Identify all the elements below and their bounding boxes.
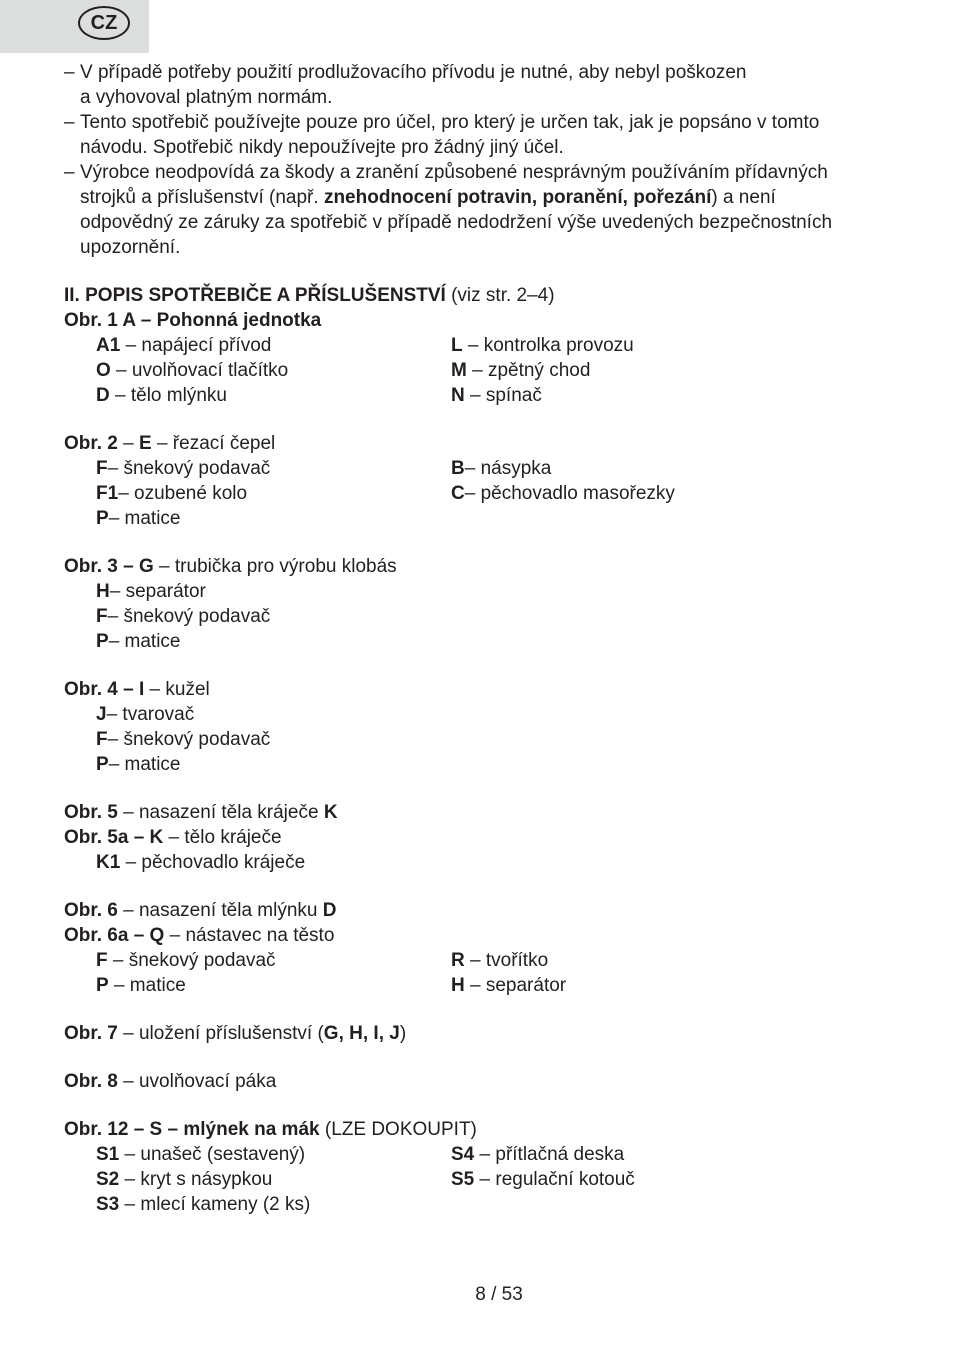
bold-text: F: [96, 458, 108, 479]
bold-text: E: [138, 433, 152, 454]
language-badge: CZ: [78, 6, 130, 40]
part-item: [451, 948, 548, 973]
bold-text: P: [96, 508, 109, 529]
text: – regulační kotouč: [474, 1169, 635, 1190]
text: – separátor: [109, 581, 206, 602]
part-item: [451, 383, 542, 408]
figure-heading: [64, 677, 904, 702]
text: upozornění.: [80, 237, 181, 258]
figure-group: [64, 308, 904, 408]
part-item: [451, 973, 566, 998]
bold-text: K1: [96, 852, 121, 873]
part-row: [64, 481, 904, 506]
bold-text: Obr. 6: [64, 900, 118, 921]
bullet-dash: –: [64, 112, 75, 133]
bullet-line: [80, 210, 904, 235]
text: – šnekový podavač: [107, 950, 276, 971]
bold-text: Obr. 5a – K: [64, 827, 164, 848]
bullet-item: [64, 110, 904, 160]
part-item: [451, 1167, 635, 1192]
text: – tvarovač: [106, 704, 195, 725]
text: strojků a příslušenství (např.: [80, 187, 324, 208]
part-item: [96, 579, 451, 604]
part-row: [64, 850, 904, 875]
part-item: [96, 604, 451, 629]
bold-text: D: [322, 900, 337, 921]
bold-text: J: [96, 704, 107, 725]
part-item: [96, 702, 451, 727]
section-title: [64, 283, 904, 308]
part-item: [96, 1192, 451, 1217]
figure-heading: [64, 1069, 904, 1094]
part-row: [64, 752, 904, 777]
bold-text: R: [451, 950, 465, 971]
bold-text: P: [96, 754, 109, 775]
figure-group: [64, 1069, 904, 1094]
part-item: [96, 727, 451, 752]
bold-text: Obr. 5: [64, 802, 118, 823]
part-item: [451, 481, 675, 506]
part-item: [451, 333, 634, 358]
text: – matice: [108, 975, 186, 996]
text: – spínač: [464, 385, 542, 406]
bold-text: D: [96, 385, 110, 406]
text: – mlecí kameny (2 ks): [119, 1194, 311, 1215]
bold-text: H: [96, 581, 110, 602]
parts-list: [64, 308, 904, 1217]
text: – kryt s násypkou: [119, 1169, 273, 1190]
part-row: [64, 358, 904, 383]
part-row: [64, 702, 904, 727]
text: – nasazení těla kráječe: [117, 802, 324, 823]
safety-bullets: [64, 60, 904, 260]
part-item: [96, 333, 451, 358]
part-item: [451, 1142, 624, 1167]
text: – násypka: [464, 458, 552, 479]
figure-heading: [64, 431, 904, 456]
text: (viz str. 2–4): [445, 285, 555, 306]
bullet-dash: –: [64, 162, 75, 183]
page-content: [64, 60, 904, 1217]
part-item: [451, 456, 551, 481]
text: – pěchovadlo kráječe: [120, 852, 306, 873]
part-row: [64, 383, 904, 408]
bullet-line: [80, 185, 904, 210]
part-row: [64, 604, 904, 629]
figure-heading: [64, 554, 904, 579]
figure-heading: [64, 308, 904, 333]
text: ) a není: [711, 187, 776, 208]
figure-heading: [64, 898, 904, 923]
spacer: [64, 777, 904, 800]
text: ): [399, 1023, 407, 1044]
bold-text: F1: [96, 483, 119, 504]
text: – matice: [108, 508, 181, 529]
part-item: [96, 752, 451, 777]
part-item: [96, 358, 451, 383]
spacer: [64, 998, 904, 1021]
part-item: [96, 850, 451, 875]
part-row: [64, 973, 904, 998]
part-row: [64, 579, 904, 604]
text: Výrobce neodpovídá za škody a zranění způsobené nesprávným používáním přídavných: [80, 162, 828, 183]
figure-heading: [64, 1117, 904, 1142]
text: – uvolňovací tlačítko: [110, 360, 289, 381]
spacer: [64, 1046, 904, 1069]
part-row: [64, 456, 904, 481]
bold-text: A1: [96, 335, 121, 356]
part-item: [96, 973, 451, 998]
bullet-line: [80, 235, 904, 260]
bold-text: B: [451, 458, 465, 479]
part-item: [96, 456, 451, 481]
bold-text: M: [451, 360, 467, 381]
part-row: [64, 727, 904, 752]
part-row: [64, 506, 904, 531]
bold-text: G, H, I, J: [323, 1023, 400, 1044]
part-row: [64, 1142, 904, 1167]
text: – uvolňovací páka: [117, 1071, 277, 1092]
bold-text: Obr. 12 – S – mlýnek na mák: [64, 1119, 320, 1140]
spacer: [64, 260, 904, 283]
part-item: [96, 629, 451, 654]
text: – nasazení těla mlýnku: [117, 900, 323, 921]
part-item: [451, 358, 590, 383]
text: – tělo kráječe: [163, 827, 282, 848]
figure-group: [64, 800, 904, 875]
bold-text: Obr. 7: [64, 1023, 118, 1044]
part-row: [64, 333, 904, 358]
text: – šnekový podavač: [107, 458, 271, 479]
text: – tvořítko: [464, 950, 549, 971]
bold-text: F: [96, 606, 108, 627]
bold-text: Obr. 6a – Q: [64, 925, 165, 946]
text: – napájecí přívod: [120, 335, 272, 356]
part-row: [64, 629, 904, 654]
part-item: [96, 948, 451, 973]
text: (LZE DOKOUPIT): [319, 1119, 477, 1140]
text: – řezací čepel: [151, 433, 276, 454]
text: a vyhovoval platným normám.: [80, 87, 333, 108]
bold-text: N: [451, 385, 465, 406]
bullet-line: [80, 60, 904, 85]
figure-group: [64, 1117, 904, 1217]
bullet-line: [80, 85, 904, 110]
text: – uložení příslušenství (: [117, 1023, 324, 1044]
bullet-line: [80, 135, 904, 160]
bold-text: F: [96, 729, 108, 750]
bullet-line: [80, 160, 904, 185]
part-row: [64, 948, 904, 973]
text: – zpětný chod: [466, 360, 591, 381]
bold-text: S5: [451, 1169, 475, 1190]
text: odpovědný ze záruky za spotřebič v případě nedodržení výše uvedených bezpečnostních: [80, 212, 833, 233]
figure-group: [64, 554, 904, 654]
bold-text: Obr. 3 – G: [64, 556, 154, 577]
bold-text: L: [451, 335, 463, 356]
text: – šnekový podavač: [107, 729, 271, 750]
text: – přítlačná deska: [474, 1144, 625, 1165]
text: – matice: [108, 754, 181, 775]
bold-text: H: [451, 975, 465, 996]
bold-text: Obr. 4 – I: [64, 679, 145, 700]
figure-heading: [64, 825, 904, 850]
bold-text: znehodnocení potravin, poranění, pořezání: [323, 187, 712, 208]
text: – tělo mlýnku: [109, 385, 227, 406]
spacer: [64, 1094, 904, 1117]
bold-text: P: [96, 975, 109, 996]
figure-group: [64, 677, 904, 777]
bold-text: II. POPIS SPOTŘEBIČE A PŘÍSLUŠENSTVÍ: [64, 285, 446, 306]
text: návodu. Spotřebič nikdy nepoužívejte pro žádný jiný účel.: [80, 137, 564, 158]
part-row: [64, 1192, 904, 1217]
text: – šnekový podavač: [107, 606, 271, 627]
bold-text: O: [96, 360, 111, 381]
bullet-dash: –: [64, 62, 75, 83]
part-item: [96, 1142, 451, 1167]
text: – unašeč (sestavený): [119, 1144, 306, 1165]
part-item: [96, 481, 451, 506]
text: – kužel: [144, 679, 210, 700]
part-item: [96, 506, 451, 531]
text: – nástavec na těsto: [164, 925, 335, 946]
bold-text: S1: [96, 1144, 120, 1165]
text: –: [117, 433, 139, 454]
spacer: [64, 654, 904, 677]
part-item: [96, 383, 451, 408]
text: – trubička pro výrobu klobás: [153, 556, 397, 577]
spacer: [64, 531, 904, 554]
bullet-line: [80, 110, 904, 135]
text: – ozubené kolo: [118, 483, 248, 504]
bold-text: C: [451, 483, 465, 504]
text: V případě potřeby použití prodlužovacího přívodu je nutné, aby nebyl poškozen: [80, 62, 747, 83]
part-row: [64, 1167, 904, 1192]
bold-text: K: [323, 802, 338, 823]
figure-group: [64, 898, 904, 998]
text: – separátor: [464, 975, 567, 996]
figure-heading: [64, 1021, 904, 1046]
bold-text: Obr. 2: [64, 433, 118, 454]
figure-group: [64, 431, 904, 531]
bold-text: S4: [451, 1144, 475, 1165]
part-item: [96, 1167, 451, 1192]
bold-text: S3: [96, 1194, 120, 1215]
bold-text: F: [96, 950, 108, 971]
figure-heading: [64, 923, 904, 948]
bullet-item: [64, 60, 904, 110]
language-tab: [0, 0, 149, 53]
text: – matice: [108, 631, 181, 652]
page-number: 8 / 53: [475, 1284, 523, 1305]
bold-text: S2: [96, 1169, 120, 1190]
bold-text: Obr. 8: [64, 1071, 118, 1092]
bullet-item: [64, 160, 904, 260]
bold-text: Obr. 1 A – Pohonná jednotka: [64, 310, 322, 331]
text: – pěchovadlo masořezky: [464, 483, 675, 504]
text: Tento spotřebič používejte pouze pro účel, pro který je určen tak, jak je popsáno v tomto: [80, 112, 820, 133]
text: – kontrolka provozu: [462, 335, 634, 356]
bold-text: P: [96, 631, 109, 652]
figure-heading: [64, 800, 904, 825]
spacer: [64, 408, 904, 431]
figure-group: [64, 1021, 904, 1046]
spacer: [64, 875, 904, 898]
